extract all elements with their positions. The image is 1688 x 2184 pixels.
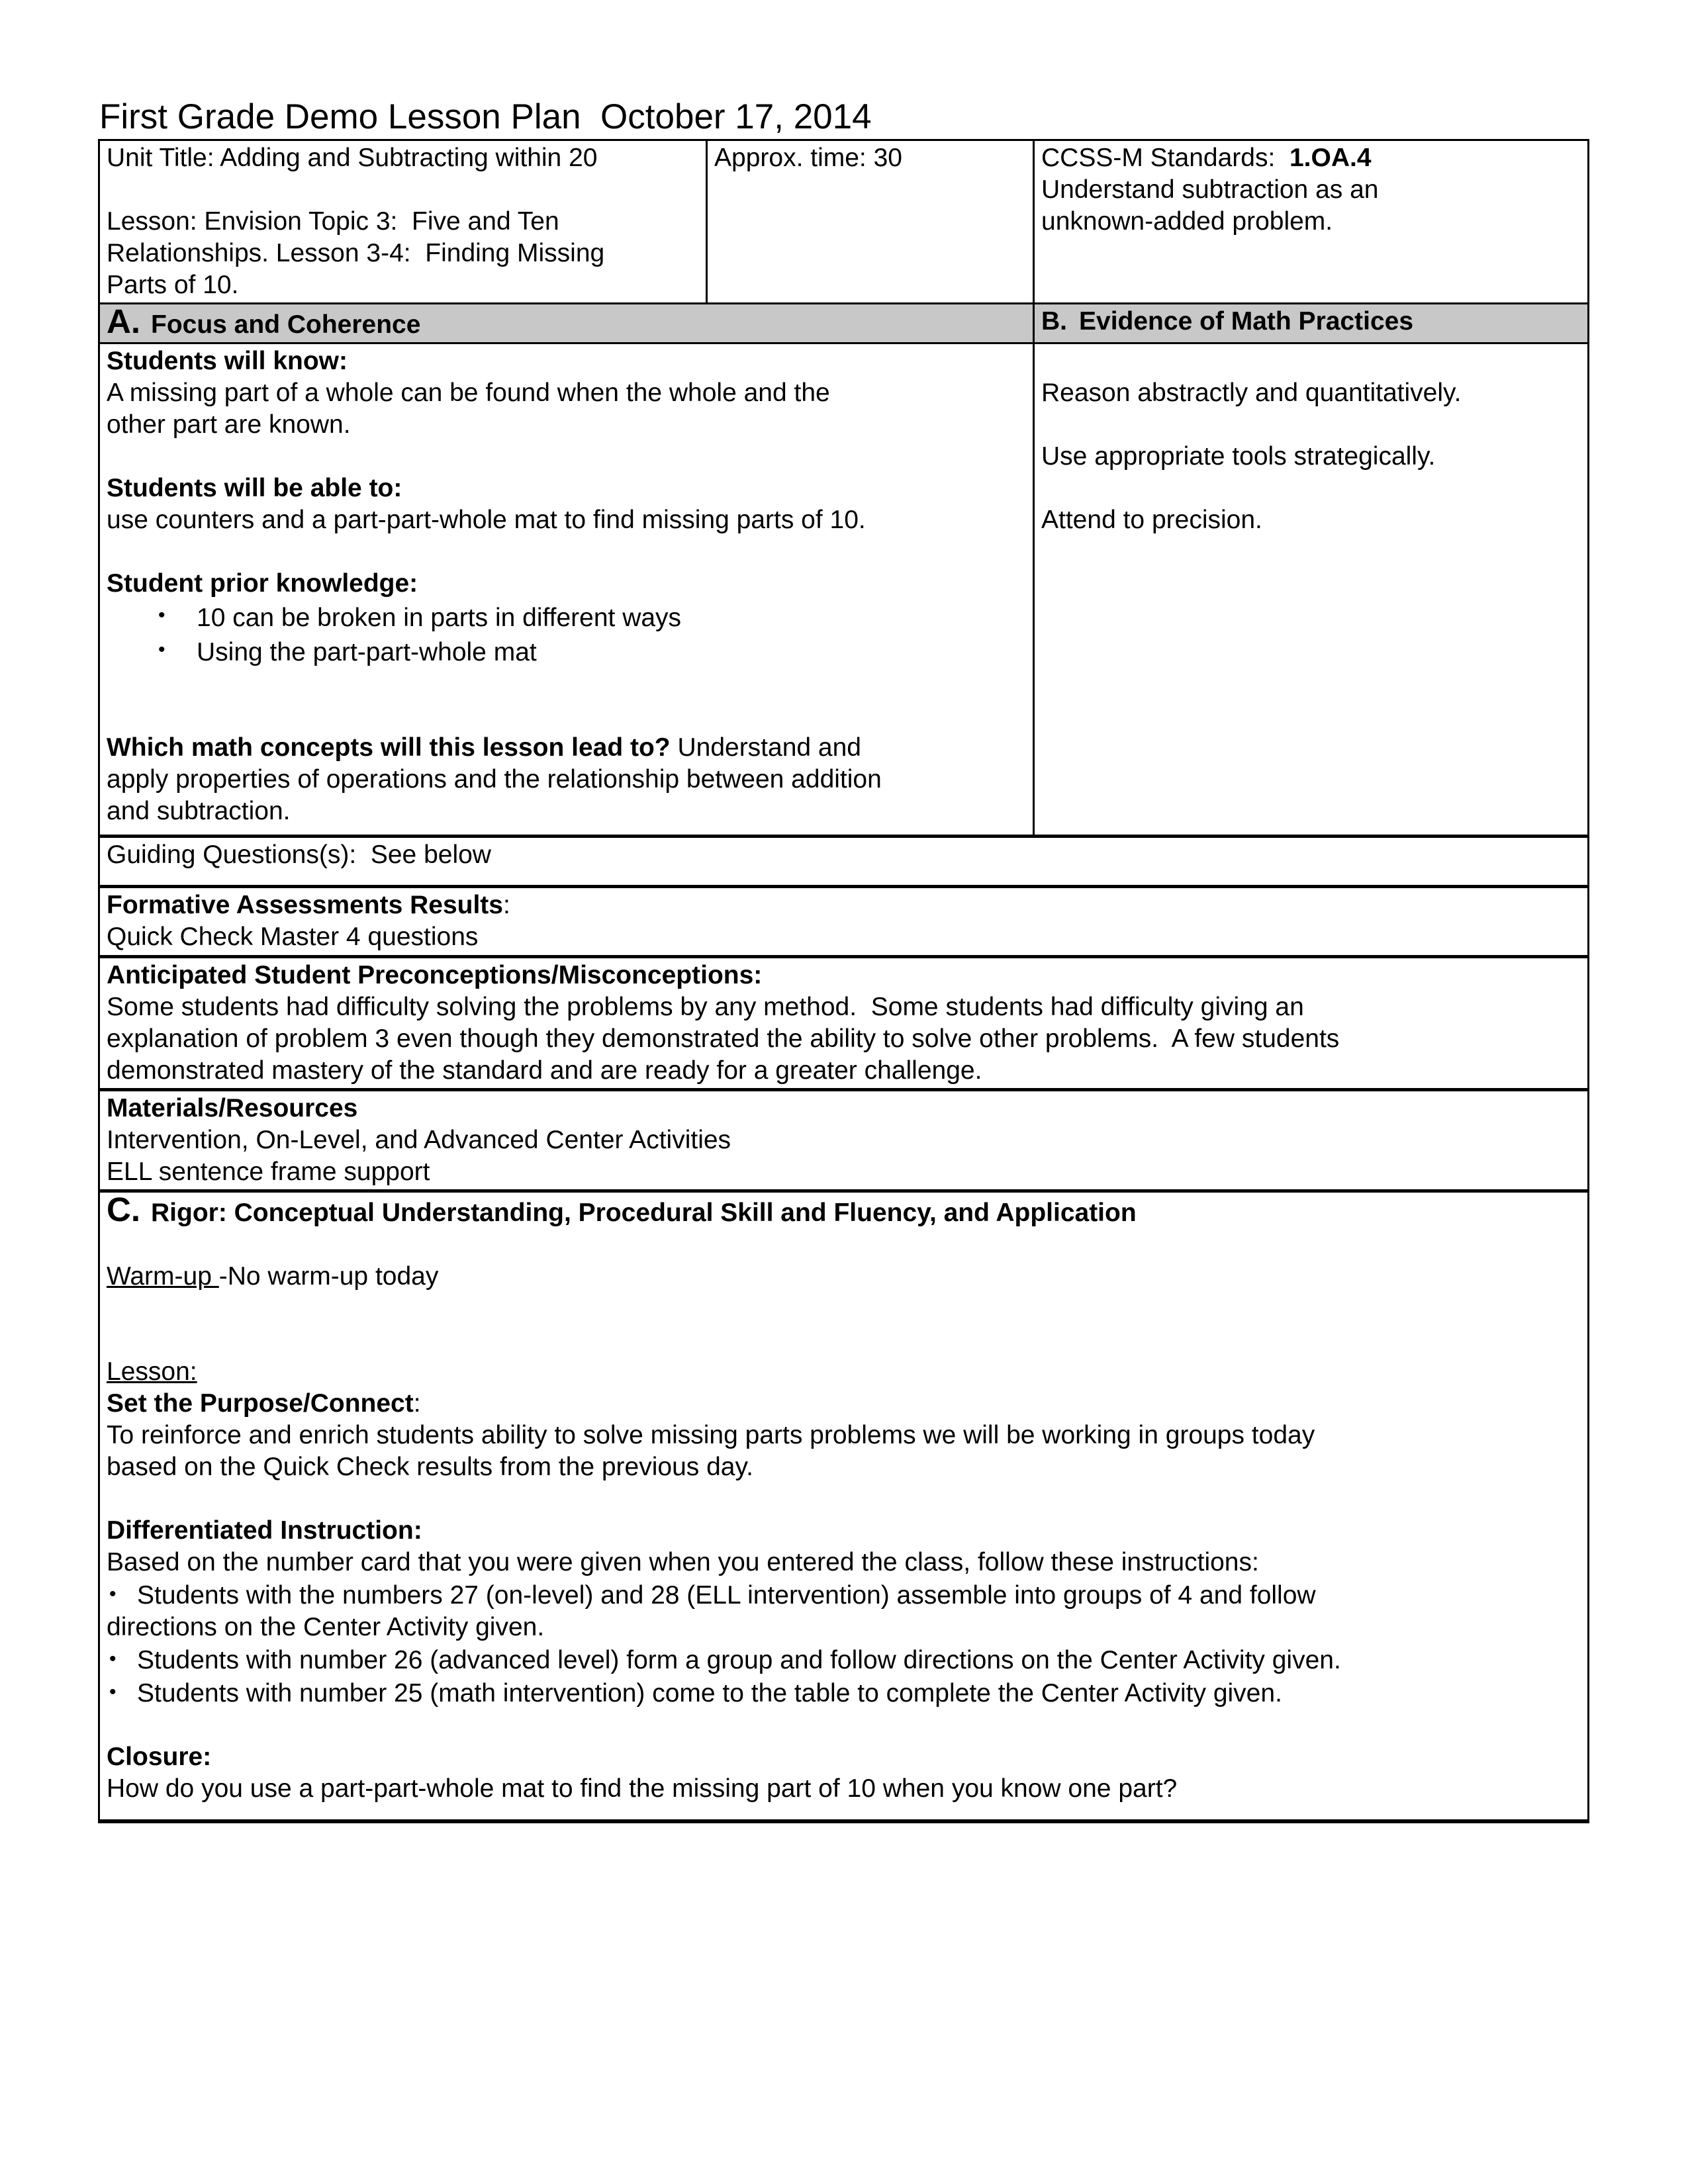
cell-materials	[99, 1090, 1589, 1191]
section-a-letter: A.	[107, 302, 140, 340]
spacer	[1041, 473, 1581, 504]
formative-label: Formative Assessments Results	[107, 891, 503, 919]
math-practice: Attend to precision.	[1041, 506, 1262, 534]
differentiated-intro: Based on the number card that you were given when you entered the class, follow these instructions:	[107, 1548, 1259, 1576]
spacer	[1041, 345, 1581, 377]
spacer	[107, 174, 699, 206]
misconceptions-line: Some students had difficulty solving the problems by any method. Some students had difficulty giving an	[107, 993, 1304, 1021]
cell-unit-title	[99, 140, 707, 304]
row-misconceptions	[99, 957, 1589, 1090]
know-text-line: A missing part of a whole can be found when the whole and the	[107, 379, 830, 407]
diff-bullet-item: • Students with number 25 (math intervention) come to the table to complete the Center Activity given.	[107, 1676, 1581, 1709]
lead-to-label: Which math concepts will this lesson lead to?	[107, 733, 671, 762]
spacer	[107, 700, 1026, 732]
students-will-know-label: Students will know:	[107, 347, 348, 375]
purpose-text-line: To reinforce and enrich students ability to solve missing parts problems we will be working in groups today	[107, 1421, 1315, 1449]
cell-focus-content	[99, 343, 1034, 837]
lesson-label-line	[107, 1356, 1581, 1388]
lesson-plan-table	[98, 139, 1589, 1823]
row-guiding-questions	[99, 837, 1589, 887]
misconceptions-label: Anticipated Student Preconceptions/Misconceptions:	[107, 961, 763, 989]
page-title: First Grade Demo Lesson Plan October 17, 2014	[99, 97, 872, 136]
purpose-text-line: based on the Quick Check results from the previous day.	[107, 1453, 753, 1481]
spacer	[1041, 409, 1581, 441]
diff-bullet-item: • Students with the numbers 27 (on-level) and 28 (ELL intervention) assemble into groups of 4 and follow	[107, 1578, 1581, 1612]
row-focus-body	[99, 343, 1589, 837]
section-c-letter: C.	[107, 1191, 140, 1228]
spacer	[107, 1293, 1581, 1324]
cell-rigor-content	[99, 1191, 1589, 1821]
math-practice: Use appropriate tools strategically.	[1041, 442, 1436, 471]
cell-approx-time	[707, 140, 1034, 304]
diff-bullet-item: • Students with number 26 (advanced level) form a group and follow directions on the Center Activity given.	[107, 1643, 1581, 1676]
closure-label: Closure:	[107, 1743, 212, 1771]
able-text: use counters and a part-part-whole mat to find missing parts of 10.	[107, 506, 866, 534]
spacer	[107, 1483, 1581, 1515]
misconceptions-line: demonstrated mastery of the standard and are ready for a greater challenge.	[107, 1056, 982, 1085]
spacer	[107, 441, 1026, 473]
closure-text: How do you use a part-part-whole mat to find the missing part of 10 when you know one part?	[107, 1774, 1178, 1803]
cell-guiding-questions	[99, 837, 1589, 887]
row-formative-assessments	[99, 887, 1589, 957]
ccss-label: CCSS-M Standards:	[1041, 144, 1289, 172]
materials-line: Intervention, On-Level, and Advanced Center Activities	[107, 1126, 731, 1154]
spacer	[107, 668, 1026, 700]
spacer	[107, 1324, 1581, 1356]
section-b-letter: B.	[1041, 307, 1067, 336]
bullet-icon	[158, 604, 197, 632]
prior-knowledge-label: Student prior knowledge:	[107, 569, 418, 598]
materials-label: Materials/Resources	[107, 1094, 358, 1122]
diff-bullet-continuation: directions on the Center Activity given.	[107, 1613, 545, 1641]
row-rigor	[99, 1191, 1589, 1821]
lead-to-text-line: apply properties of operations and the relationship between addition	[107, 765, 882, 794]
materials-line: ELL sentence frame support	[107, 1158, 430, 1186]
cell-misconceptions	[99, 957, 1589, 1090]
lesson-line: Lesson: Envision Topic 3: Five and Ten	[107, 207, 559, 236]
bullet-icon	[107, 1581, 137, 1610]
spacer	[107, 1229, 1581, 1261]
ccss-desc-line: Understand subtraction as an	[1041, 175, 1379, 204]
formative-label-line: Formative Assessments Results:	[107, 891, 510, 919]
lesson-line: Parts of 10.	[107, 271, 239, 299]
header-math-practices	[1034, 304, 1589, 343]
purpose-label-line: Set the Purpose/Connect:	[107, 1389, 421, 1418]
lead-to-text-line: and subtraction.	[107, 797, 291, 825]
spacer	[107, 1709, 1581, 1741]
bullet-icon	[107, 1679, 137, 1707]
guiding-questions-text: Guiding Questions(s): See below	[107, 841, 491, 869]
section-a-heading: A. Focus and Coherence	[107, 302, 421, 340]
cell-ccss-standards	[1034, 140, 1589, 304]
warmup-label: Warm-up	[107, 1262, 219, 1291]
formative-text: Quick Check Master 4 questions	[107, 923, 479, 951]
misconceptions-line: explanation of problem 3 even though they demonstrated the ability to solve other problems. A few students	[107, 1024, 1340, 1053]
bullet-icon	[158, 638, 197, 666]
spacer	[107, 536, 1026, 568]
bullet-icon	[107, 1646, 137, 1674]
cell-math-practices	[1034, 343, 1589, 837]
prior-knowledge-item: • Using the part-part-whole mat	[107, 634, 1026, 668]
prior-knowledge-item: • 10 can be broken in parts in different ways	[107, 600, 1026, 634]
lesson-label: Lesson:	[107, 1357, 197, 1386]
differentiated-label: Differentiated Instruction:	[107, 1516, 422, 1545]
ccss-desc-line: unknown-added problem.	[1041, 207, 1333, 236]
math-practice: Reason abstractly and quantitatively.	[1041, 379, 1462, 407]
lesson-line: Relationships. Lesson 3-4: Finding Missing	[107, 239, 605, 267]
row-unit-info	[99, 140, 1589, 304]
header-focus-coherence	[99, 304, 1034, 343]
row-materials	[99, 1090, 1589, 1191]
cell-formative-assessments	[99, 887, 1589, 957]
warmup-line: Warm-up -No warm-up today	[107, 1262, 439, 1291]
section-c-heading: C. Rigor: Conceptual Understanding, Procedural Skill and Fluency, and Application	[107, 1191, 1137, 1228]
unit-title-text: Unit Title: Adding and Subtracting within 20	[107, 144, 598, 172]
purpose-label: Set the Purpose/Connect	[107, 1389, 414, 1418]
ccss-standards-line	[1041, 142, 1581, 174]
know-text-line: other part are known.	[107, 410, 351, 439]
approx-time-text: Approx. time: 30	[714, 144, 902, 172]
section-b-heading: B. Evidence of Math Practices	[1041, 307, 1414, 336]
ccss-code: 1.OA.4	[1289, 144, 1372, 172]
students-able-label: Students will be able to:	[107, 474, 402, 502]
row-section-headers	[99, 304, 1589, 343]
lead-to-line: Which math concepts will this lesson lead to? Understand and	[107, 733, 861, 762]
